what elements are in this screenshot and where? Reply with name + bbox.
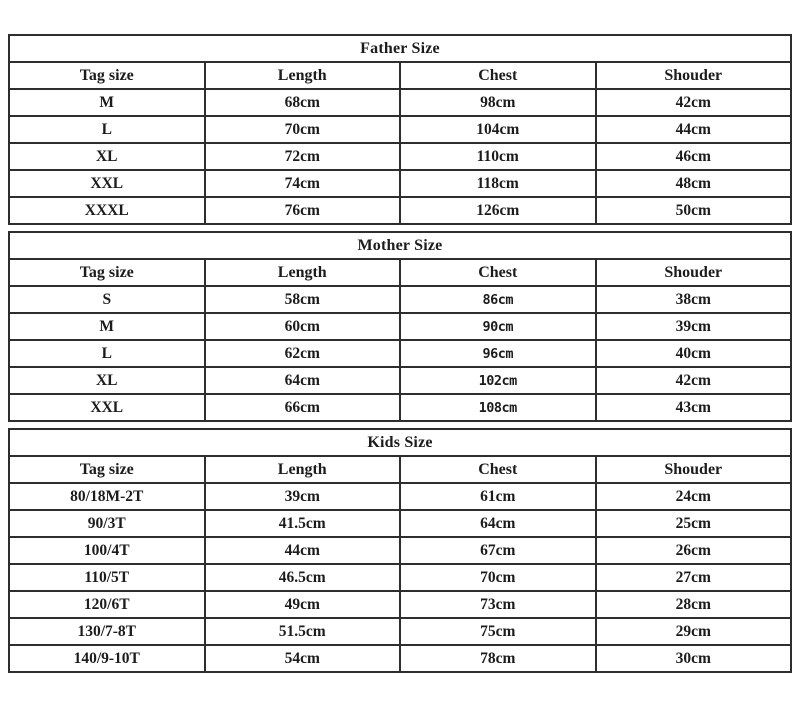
mother-size-table-title: Mother Size	[9, 232, 791, 259]
cell-tag-size: XL	[9, 143, 205, 170]
cell-shouder: 46cm	[596, 143, 792, 170]
cell-shouder: 30cm	[596, 645, 792, 672]
cell-chest: 126cm	[400, 197, 596, 224]
table-row	[9, 537, 791, 564]
cell-tag-size: 100/4T	[9, 537, 205, 564]
father-size-table-title: Father Size	[9, 35, 791, 62]
table-row	[9, 510, 791, 537]
cell-chest: 61cm	[400, 483, 596, 510]
cell-tag-size: 140/9-10T	[9, 645, 205, 672]
header-row	[9, 259, 791, 286]
cell-tag-size: XXL	[9, 394, 205, 421]
table-row	[9, 197, 791, 224]
column-header-tag-size: Tag size	[9, 62, 205, 89]
cell-chest: 86cm	[400, 286, 596, 313]
cell-tag-size: 110/5T	[9, 564, 205, 591]
cell-chest: 67cm	[400, 537, 596, 564]
table-row	[9, 483, 791, 510]
cell-shouder: 26cm	[596, 537, 792, 564]
cell-length: 54cm	[205, 645, 401, 672]
cell-tag-size: XXXL	[9, 197, 205, 224]
table-row	[9, 645, 791, 672]
cell-shouder: 28cm	[596, 591, 792, 618]
cell-length: 68cm	[205, 89, 401, 116]
cell-tag-size: XXL	[9, 170, 205, 197]
cell-shouder: 25cm	[596, 510, 792, 537]
table-row	[9, 170, 791, 197]
cell-shouder: 39cm	[596, 313, 792, 340]
kids-size-table-title: Kids Size	[9, 429, 791, 456]
cell-length: 41.5cm	[205, 510, 401, 537]
cell-chest: 75cm	[400, 618, 596, 645]
cell-tag-size: XL	[9, 367, 205, 394]
cell-chest: 64cm	[400, 510, 596, 537]
column-header-tag-size: Tag size	[9, 456, 205, 483]
column-header-tag-size: Tag size	[9, 259, 205, 286]
cell-shouder: 44cm	[596, 116, 792, 143]
cell-length: 70cm	[205, 116, 401, 143]
cell-tag-size: L	[9, 340, 205, 367]
cell-shouder: 42cm	[596, 89, 792, 116]
table-row	[9, 367, 791, 394]
cell-length: 49cm	[205, 591, 401, 618]
column-header-chest: Chest	[400, 259, 596, 286]
cell-shouder: 43cm	[596, 394, 792, 421]
column-header-shouder: Shouder	[596, 259, 792, 286]
father-size-table	[8, 34, 792, 225]
cell-chest: 104cm	[400, 116, 596, 143]
cell-tag-size: L	[9, 116, 205, 143]
kids-size-table	[8, 428, 792, 673]
column-header-chest: Chest	[400, 62, 596, 89]
cell-tag-size: 90/3T	[9, 510, 205, 537]
cell-length: 62cm	[205, 340, 401, 367]
cell-chest: 96cm	[400, 340, 596, 367]
cell-length: 58cm	[205, 286, 401, 313]
table-row	[9, 564, 791, 591]
cell-chest: 78cm	[400, 645, 596, 672]
cell-shouder: 38cm	[596, 286, 792, 313]
cell-length: 66cm	[205, 394, 401, 421]
mother-size-table	[8, 231, 792, 422]
header-row	[9, 62, 791, 89]
table-row	[9, 591, 791, 618]
table-row	[9, 313, 791, 340]
cell-length: 76cm	[205, 197, 401, 224]
cell-length: 74cm	[205, 170, 401, 197]
table-row	[9, 340, 791, 367]
cell-shouder: 27cm	[596, 564, 792, 591]
cell-chest: 98cm	[400, 89, 596, 116]
cell-tag-size: 80/18M-2T	[9, 483, 205, 510]
table-row	[9, 286, 791, 313]
cell-tag-size: 120/6T	[9, 591, 205, 618]
column-header-chest: Chest	[400, 456, 596, 483]
cell-tag-size: 130/7-8T	[9, 618, 205, 645]
column-header-length: Length	[205, 259, 401, 286]
cell-length: 51.5cm	[205, 618, 401, 645]
table-row	[9, 394, 791, 421]
cell-length: 64cm	[205, 367, 401, 394]
cell-tag-size: M	[9, 313, 205, 340]
table-row	[9, 143, 791, 170]
cell-length: 39cm	[205, 483, 401, 510]
header-row	[9, 456, 791, 483]
cell-shouder: 42cm	[596, 367, 792, 394]
table-row	[9, 116, 791, 143]
cell-shouder: 50cm	[596, 197, 792, 224]
table-row	[9, 89, 791, 116]
cell-chest: 90cm	[400, 313, 596, 340]
column-header-shouder: Shouder	[596, 456, 792, 483]
cell-chest: 102cm	[400, 367, 596, 394]
column-header-length: Length	[205, 456, 401, 483]
cell-length: 72cm	[205, 143, 401, 170]
cell-tag-size: S	[9, 286, 205, 313]
table-row	[9, 618, 791, 645]
cell-length: 46.5cm	[205, 564, 401, 591]
cell-shouder: 24cm	[596, 483, 792, 510]
cell-chest: 108cm	[400, 394, 596, 421]
cell-chest: 73cm	[400, 591, 596, 618]
cell-shouder: 29cm	[596, 618, 792, 645]
cell-chest: 70cm	[400, 564, 596, 591]
cell-length: 60cm	[205, 313, 401, 340]
cell-shouder: 48cm	[596, 170, 792, 197]
column-header-shouder: Shouder	[596, 62, 792, 89]
cell-chest: 110cm	[400, 143, 596, 170]
cell-tag-size: M	[9, 89, 205, 116]
cell-length: 44cm	[205, 537, 401, 564]
cell-shouder: 40cm	[596, 340, 792, 367]
cell-chest: 118cm	[400, 170, 596, 197]
column-header-length: Length	[205, 62, 401, 89]
